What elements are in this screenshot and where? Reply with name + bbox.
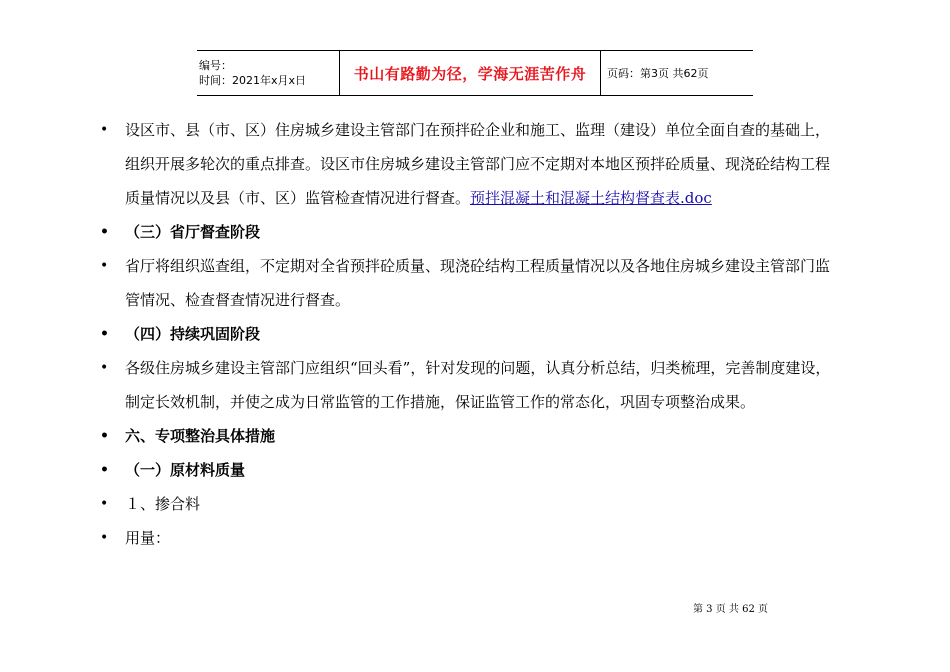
bullet-dot: • bbox=[100, 360, 109, 376]
bullet-dot: • bbox=[100, 258, 109, 274]
paragraph-line bbox=[100, 419, 890, 453]
bullet-dot: • bbox=[100, 462, 109, 478]
paragraph-line bbox=[100, 147, 890, 181]
paragraph-line bbox=[100, 317, 890, 351]
motto: 书山有路勤为径，学海无涯苦作舟 bbox=[353, 64, 587, 83]
paragraph-text: 设区市、县（市、区）住房城乡建设主管部门在预拌砼企业和施工、监理（建设）单位全面自查的基础上， bbox=[125, 121, 831, 139]
paragraph-text: １、掺合料 bbox=[125, 495, 201, 513]
bullet-dot: • bbox=[100, 122, 109, 138]
header-page-cell bbox=[601, 51, 753, 95]
page-label: 页码：第3页 共62页 bbox=[607, 67, 709, 80]
paragraph-text: 各级住房城乡建设主管部门应组织“回头看”，针对发现的问题，认真分析总结，归类梳理，完善制度建设， bbox=[125, 359, 831, 377]
paragraph-text: （一）原材料质量 bbox=[125, 461, 246, 479]
paragraph-line bbox=[100, 453, 890, 487]
paragraph-line bbox=[100, 283, 890, 317]
paragraph-text: 制定长效机制，并使之成为日常监管的工作措施，保证监管工作的常态化，巩固专项整治成果。 bbox=[125, 393, 756, 411]
bullet-dot: • bbox=[100, 428, 109, 444]
paragraph-text: 组织开展多轮次的重点排查。设区市住房城乡建设主管部门应不定期对本地区预拌砼质量、现浇砼结构工程 bbox=[125, 155, 831, 173]
paragraph-text: 管情况、检查督查情况进行督查。 bbox=[125, 291, 351, 309]
paragraph-line bbox=[100, 487, 890, 521]
paragraph-text: 用量： bbox=[125, 529, 171, 547]
paragraph-line bbox=[100, 215, 890, 249]
paragraph-line bbox=[100, 351, 890, 385]
paragraph-line bbox=[100, 249, 890, 283]
page-footer: 第 3 页 共 62 页 bbox=[693, 604, 768, 615]
document-body bbox=[100, 113, 890, 555]
bullet-dot: • bbox=[100, 326, 109, 342]
paragraph-text: 省厅将组织巡查组，不定期对全省预拌砼质量、现浇砼结构工程质量情况以及各地住房城乡建设主管部门监 bbox=[125, 257, 831, 275]
header-meta bbox=[197, 51, 339, 95]
header-motto-cell bbox=[339, 51, 601, 95]
doc-link[interactable]: 预拌混凝土和混凝土结构督查表.doc bbox=[470, 189, 712, 207]
number-label: 编号： bbox=[199, 59, 232, 72]
paragraph-line bbox=[100, 521, 890, 555]
paragraph-text: 质量情况以及县（市、区）监管检查情况进行督查。 bbox=[125, 189, 471, 207]
paragraph-text: 六、专项整治具体措施 bbox=[125, 427, 276, 445]
paragraph-text: （四）持续巩固阶段 bbox=[125, 325, 261, 343]
paragraph-text: （三）省厅督查阶段 bbox=[125, 223, 261, 241]
time-label: 时间：2021年x月x日 bbox=[199, 74, 307, 87]
paragraph-line bbox=[100, 181, 890, 215]
page-header bbox=[197, 50, 753, 96]
bullet-dot: • bbox=[100, 496, 109, 512]
paragraph-line bbox=[100, 113, 890, 147]
paragraph-line bbox=[100, 385, 890, 419]
bullet-dot: • bbox=[100, 530, 109, 546]
bullet-dot: • bbox=[100, 224, 109, 240]
